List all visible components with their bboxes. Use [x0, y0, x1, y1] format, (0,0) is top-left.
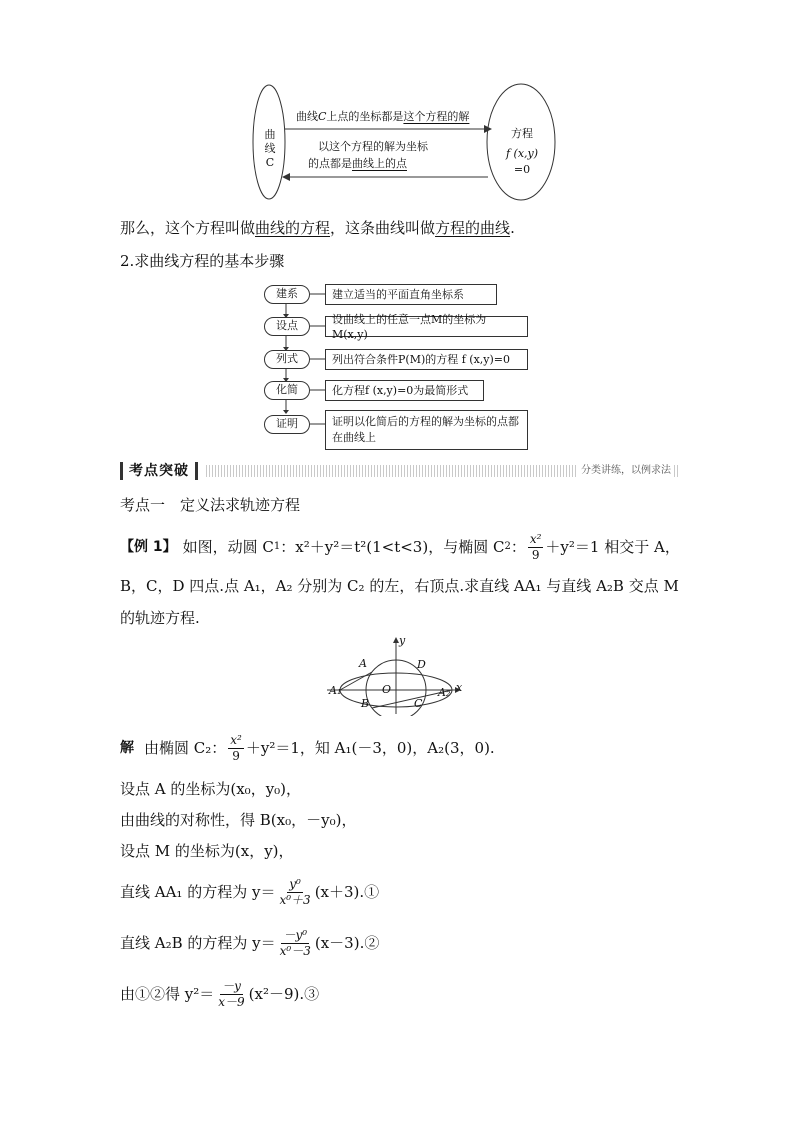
section-title: 考点突破 — [120, 462, 198, 480]
curve-c-label: 曲线C — [264, 128, 276, 169]
solution-label: 解 — [120, 740, 134, 756]
equation-1: 直线 AA₁ 的方程为 y＝ $\frac{\text{y⁰}}{\text{x⁰＋3}}$ (x＋3).① — [120, 876, 380, 907]
equation-2: 直线 A₂B 的方程为 y＝ $\frac{\text{－y⁰}}{\text{x⁰－3}}$ (x－3).② — [120, 927, 380, 958]
fig-label-a: A — [359, 657, 367, 670]
equation-3-fraction: $\frac{-y}{x-9}$ — [218, 978, 245, 1009]
example-line-1: 【例 1】 如图，动圆 C 1 ：x²＋y²＝t²(1<t<3)，与椭圆 C 2 ： $\frac{\text{x²}}{9}$ ＋y²＝1 相交于 A， — [120, 531, 680, 562]
solution-fraction: $\frac{\text{x²}}{9}$ — [230, 732, 242, 763]
step-4-pill: 化简 — [264, 381, 310, 400]
step-5-desc: 证明以化简后的方程的解为坐标的点都在曲线上 — [325, 410, 528, 450]
step-1-desc: 建立适当的平面直角坐标系 — [325, 284, 497, 305]
fig-label-a1: A₁ — [329, 684, 342, 697]
topic-heading: 考点一 定义法求轨迹方程 — [120, 496, 301, 514]
equation-label-2: f (x,y) — [505, 147, 539, 160]
step-3-pill: 列式 — [264, 350, 310, 369]
fig-label-b: B — [361, 697, 370, 710]
equation-3: 由①②得 y²＝ $\frac{-y}{x-9}$ (x²－9).③ — [120, 978, 320, 1009]
section-subtitle: 分类讲练，以例求法 — [578, 462, 674, 480]
example-line-2: B，C，D 四点.点 A₁，A₂ 分别为 C₂ 的左，右顶点.求直线 AA₁ 与直线 A₂B 交点 M — [120, 577, 679, 595]
arrow-bottom-text-1: 以这个方程的解为坐标 — [318, 140, 428, 153]
equation-1-fraction: $\frac{\text{y⁰}}{\text{x⁰＋3}}$ — [279, 876, 311, 907]
solution-line-2: 设点 A 的坐标为(x₀，y₀)， — [120, 780, 302, 798]
ellipse-circle-figure — [325, 636, 475, 716]
solution-line-3: 由曲线的对称性，得 B(x₀，－y₀)， — [120, 811, 357, 829]
fig-label-a2: A₂ — [438, 686, 451, 699]
equation-ellipse — [487, 84, 555, 200]
fig-label-c: C — [414, 697, 423, 710]
example-label: 【例 1】 — [120, 539, 177, 555]
arrow-bottom-text-2: 的点都是曲线上的点 — [308, 157, 407, 170]
fig-label-x: x — [456, 681, 463, 694]
step-2-desc: 设曲线上的任意一点M的坐标为M(x,y) — [325, 316, 528, 337]
step-1-pill: 建系 — [264, 285, 310, 304]
step-5-pill: 证明 — [264, 415, 310, 434]
steps-heading: 2.求曲线方程的基本步骤 — [120, 252, 285, 270]
fig-label-d: D — [417, 658, 426, 671]
conclusion-text: 那么，这个方程叫做曲线的方程，这条曲线叫做方程的曲线. — [120, 219, 515, 237]
equation-2-fraction: $\frac{\text{－y⁰}}{\text{x⁰－3}}$ — [279, 927, 311, 958]
step-3-desc: 列出符合条件P(M)的方程 f (x,y)=0 — [325, 349, 528, 370]
example-fraction: $\frac{\text{x²}}{9}$ — [529, 531, 542, 562]
example-line-3: 的轨迹方程. — [120, 609, 200, 627]
step-4-desc: 化方程f (x,y)=0为最简形式 — [325, 380, 484, 401]
fig-label-y: y — [399, 634, 406, 647]
fig-label-o: O — [382, 683, 392, 696]
arrow-top-text: 曲线C上点的坐标都是这个方程的解 — [296, 110, 470, 123]
solution-line-4: 设点 M 的坐标为(x，y)， — [120, 842, 294, 860]
section-bar — [120, 461, 680, 483]
equation-label-3: =0 — [513, 163, 531, 176]
solution-line-1: 解 由椭圆 C₂： $\frac{\text{x²}}{9}$ ＋y²＝1，知 A₁(－3，0)，A₂(3，0). — [120, 732, 495, 763]
step-2-pill: 设点 — [264, 317, 310, 336]
equation-label-1: 方程 — [511, 127, 533, 140]
